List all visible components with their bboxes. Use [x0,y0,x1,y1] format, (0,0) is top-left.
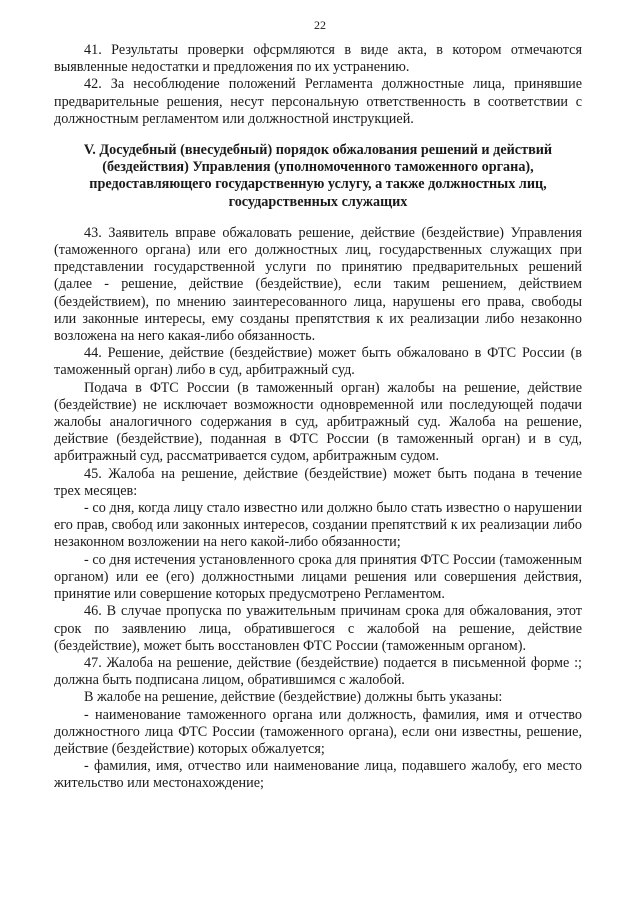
section-heading-line: предоставляющего государственную услугу, а также должностных лиц, [89,176,547,193]
paragraph-44-filing: Подача в ФТС России (в таможенный орган) жалобы на решение, действие (бездействие) не исключает возможности одновременной или последующей подачи жалобы аналогичного содержания в суд, арбитражный суд. Жалоба на решение, действие (бездействие), поданная в ФТС России (в таможенный орган) и в суд, арбитражный суд, рассматривается судом, арбитражным судом. [54,379,582,465]
section-heading [54,142,582,211]
paragraph-47: 47. Жалоба на решение, действие (бездействие) подается в письменной форме :; должна быть подписана лицом, обратившимся с жалобой. [54,654,582,689]
list-item-45-2: - со дня истечения установленного срока для принятия ФТС России (таможенным органом) или ее (его) должностными лицами решения или совершения действия, принятие или совершение которых предусмотрено Регламентом. [54,551,582,603]
paragraph-42: 42. За несоблюдение положений Регламента должностные лица, принявшие предварительные решения, несут персональную ответственность в соответствии с должностным регламентом или должностной инструкцией. [54,76,582,127]
paragraph-46: 46. В случае пропуска по уважительным причинам срока для обжалования, этот срок по заявлению лица, обратившегося с жалобой на решение, действие (бездействие), может быть восстановлен ФТС России (таможенным органом). [54,603,582,654]
page-number: 22 [314,18,326,32]
paragraph-41: 41. Результаты проверки офсрмляются в виде акта, в котором отмечаются выявленные недостатки и предложения по их устранению. [54,42,582,76]
paragraph-44: 44. Решение, действие (бездействие) может быть обжаловано в ФТС России (в таможенный орган) либо в суд, арбитражный суд. [54,345,582,379]
paragraph-43: 43. Заявитель вправе обжаловать решение, действие (бездействие) Управления (таможенного органа) или его должностных лиц, государственных служащих при представлении государственной услуги по принятию предварительных решений (далее - решение, действие (бездействие), если таким решением, действием (бездействием), по мнению заинтересованного лица, нарушены его права, свободы или законные интересы, ему созданы препятствия к их реализации либо незаконно возложена на него какая-либо обязанность. [54,224,582,345]
section-heading-line: государственных служащих [228,193,408,210]
list-item-45-1: - со дня, когда лицу стало известно или должно было стать известно о нарушении его прав, свобод или законных интересов, создании препятствий к их реализации либо незаконном возложении на него какой-либо обязанности; [54,500,582,551]
paragraph-45: 45. Жалоба на решение, действие (бездействие) может быть подана в течение трех месяцев: [54,465,582,499]
section-heading-line: V. Досудебный (внесудебный) порядок обжалования решений и действий [83,142,553,159]
list-item-47-1: - наименование таможенного органа или должность, фамилия, имя и отчество должностного лица ФТС России (таможенного органа), если они известны, решение, действие (бездействие) которых обжалуется; [54,706,582,757]
document-body [54,42,582,793]
paragraph-47-requirements: В жалобе на решение, действие (бездействие) должны быть указаны: [84,689,503,706]
section-heading-line: (бездействия) Управления (уполномоченного таможенного органа), [102,159,534,176]
list-item-47-2: - фамилия, имя, отчество или наименование лица, подавшего жалобу, его место жительство или местонахождение; [54,758,582,792]
